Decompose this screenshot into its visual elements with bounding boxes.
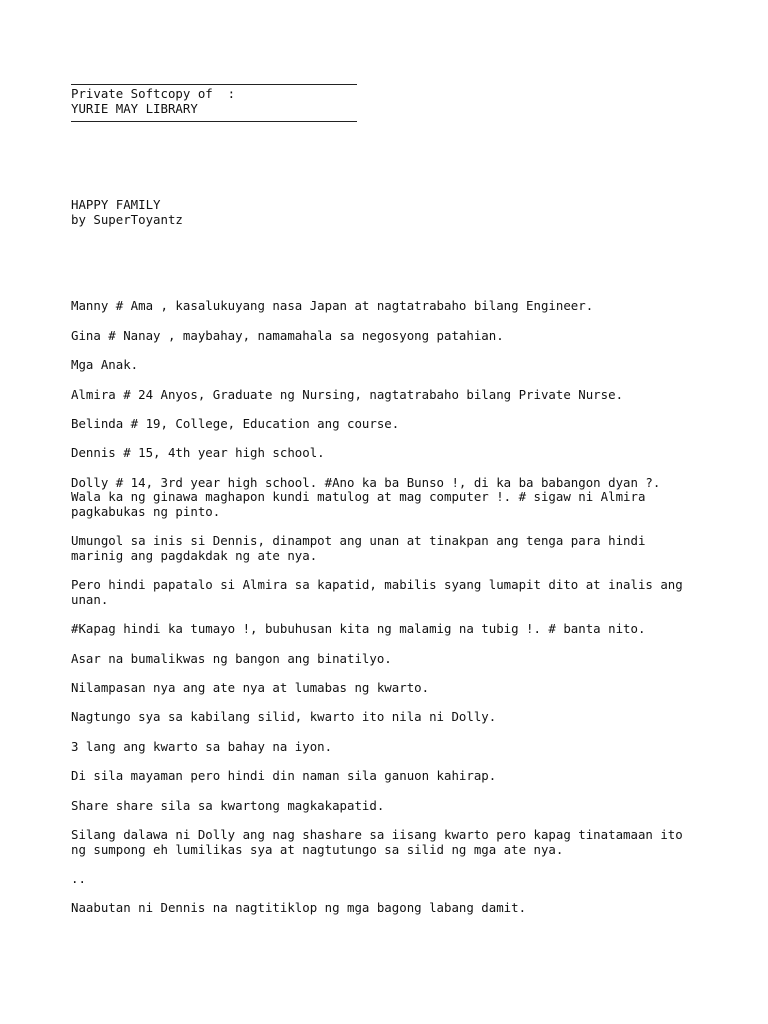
paragraph-line: #Kapag hindi ka tumayo !, bubuhusan kita ng malamig na tubig !. # banta nito. (71, 621, 646, 637)
paragraph-line: 3 lang ang kwarto sa bahay na iyon. (71, 738, 333, 754)
story-paragraph (71, 446, 711, 461)
paragraph-line: Silang dalawa ni Dolly ang nag shashare sa iisang kwarto pero kapag tinatamaan ito (71, 827, 683, 842)
paragraph-line: unan. (71, 591, 109, 607)
paragraph-line: Pero hindi papatalo si Almira sa kapatid, mabilis syang lumapit dito at inalis ang (71, 577, 683, 593)
story-paragraph (71, 681, 711, 696)
paragraph-line: Belinda # 19, College, Education ang course. (71, 415, 400, 431)
story-paragraph (71, 388, 711, 403)
story-body (71, 299, 711, 916)
paragraph-line: Almira # 24 Anyos, Graduate ng Nursing, nagtatrabaho bilang Private Nurse. (71, 386, 624, 402)
story-paragraph (71, 799, 711, 814)
story-paragraph (71, 358, 711, 373)
paragraph-line: ng sumpong eh lumilikas sya at nagtutungo sa silid ng mga ate nya. (71, 841, 564, 857)
story-paragraph (71, 710, 711, 725)
paragraph-line: Dolly # 14, 3rd year high school. #Ano ka ba Bunso !, di ka ba babangon dyan ?. (71, 474, 661, 490)
paragraph-line: marinig ang pagdakdak ng ate nya. (71, 547, 318, 563)
paragraph-line: Di sila mayaman pero hindi din naman sila ganuon kahirap. (71, 768, 497, 784)
paragraph-line: Manny # Ama , kasalukuyang nasa Japan at nagtatrabaho bilang Engineer. (71, 298, 594, 314)
document-page (71, 0, 711, 931)
story-paragraph (71, 828, 711, 857)
story-paragraph (71, 534, 711, 563)
story-paragraph (71, 476, 711, 520)
paragraph-line: Naabutan ni Dennis na nagtitiklop ng mga bagong labang damit. (71, 900, 527, 916)
story-paragraph (71, 329, 711, 344)
paragraph-line: Wala ka ng ginawa maghapon kundi matulog at mag computer !. # sigaw ni Almira (71, 489, 646, 505)
header-bottom-rule (71, 121, 357, 122)
header-line-library-name: YURIE MAY LIBRARY (71, 100, 198, 116)
paragraph-line: Nilampasan nya ang ate nya at lumabas ng kwarto. (71, 680, 430, 696)
story-paragraph (71, 578, 711, 607)
story-paragraph (71, 622, 711, 637)
paragraph-line: Dennis # 15, 4th year high school. (71, 445, 325, 461)
story-paragraph (71, 901, 711, 916)
story-title: HAPPY FAMILY (71, 197, 161, 213)
story-paragraph (71, 652, 711, 667)
story-paragraph (71, 769, 711, 784)
story-paragraph (71, 299, 711, 314)
story-paragraph (71, 417, 711, 432)
title-block (71, 198, 711, 227)
header-top-rule (71, 84, 357, 85)
story-author: by SuperToyantz (71, 211, 183, 227)
paragraph-line: Asar na bumalikwas ng bangon ang binatilyo. (71, 650, 392, 666)
story-paragraph (71, 872, 711, 887)
paragraph-line: .. (71, 870, 86, 886)
paragraph-line: Nagtungo sya sa kabilang silid, kwarto ito nila ni Dolly. (71, 709, 497, 725)
paragraph-line: pagkabukas ng pinto. (71, 503, 221, 519)
paragraph-line: Umungol sa inis si Dennis, dinampot ang unan at tinakpan ang tenga para hindi (71, 533, 646, 549)
story-paragraph (71, 740, 711, 755)
paragraph-line: Gina # Nanay , maybahay, namamahala sa negosyong patahian. (71, 327, 504, 343)
header-line-owner-label: Private Softcopy of : (71, 86, 236, 101)
header-block (71, 87, 711, 116)
paragraph-line: Share share sila sa kwartong magkakapatid. (71, 797, 385, 813)
paragraph-line: Mga Anak. (71, 357, 139, 373)
